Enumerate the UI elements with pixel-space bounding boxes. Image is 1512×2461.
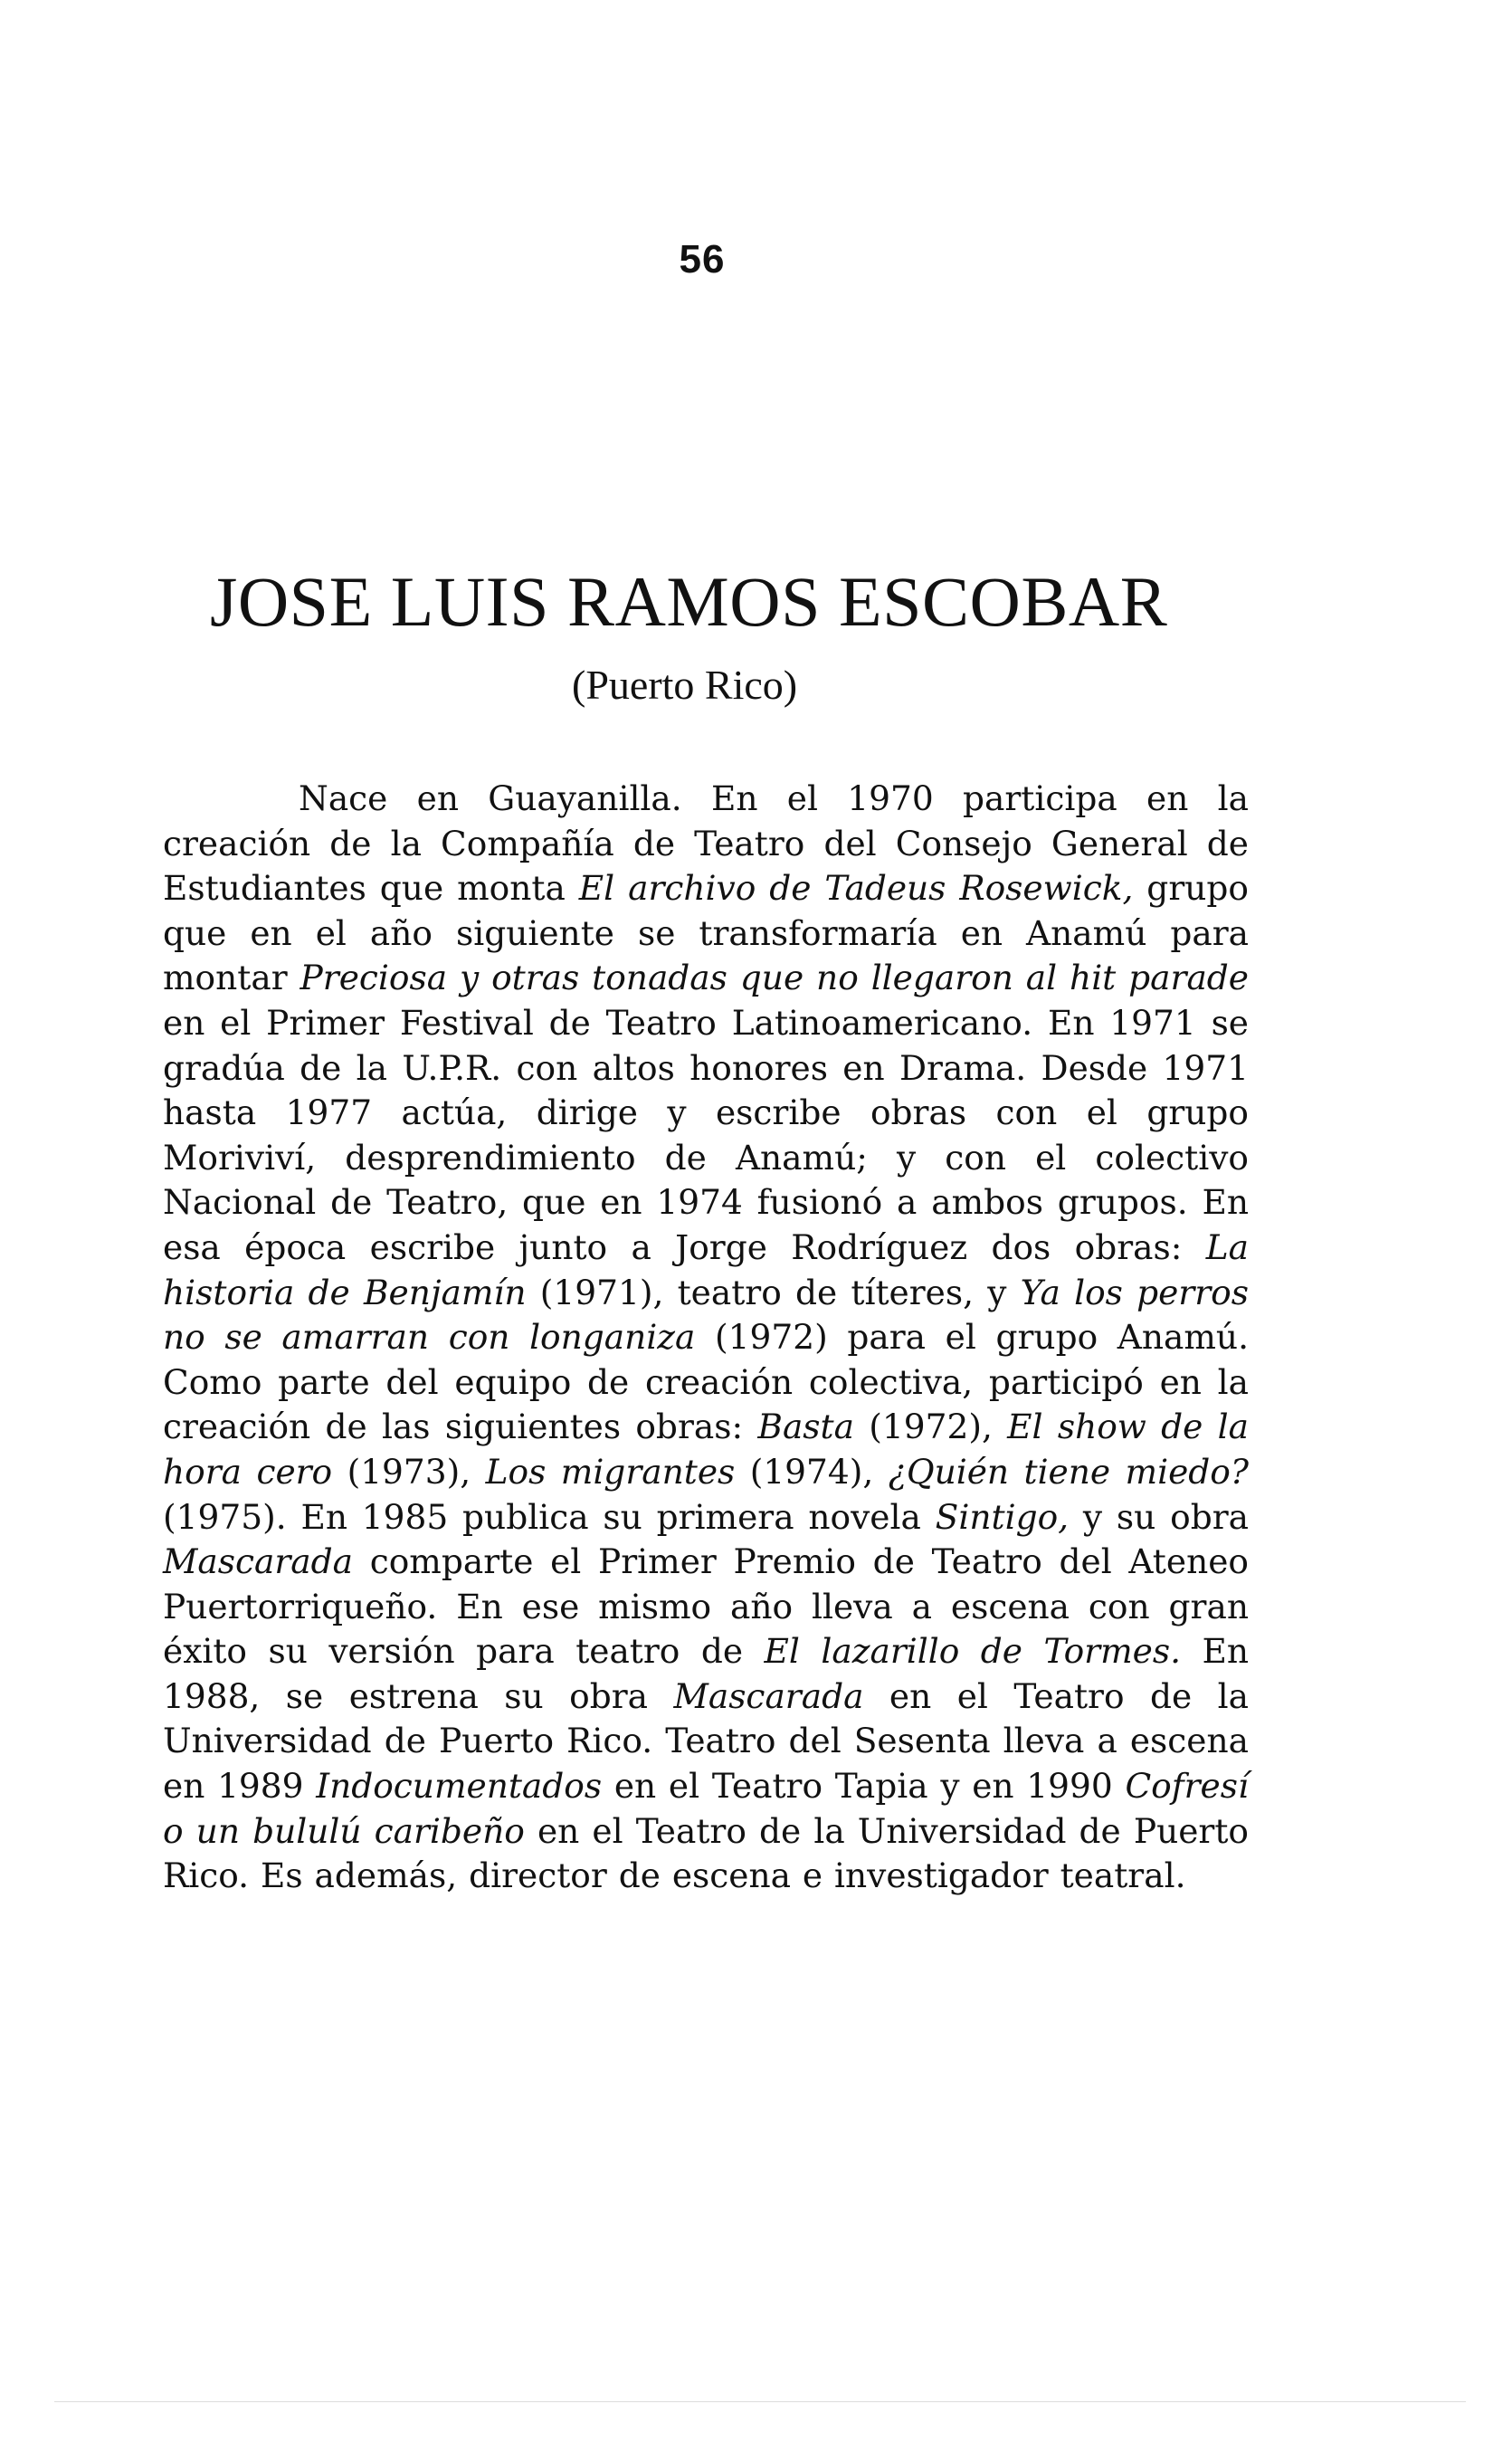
bio-text: (1972),: [853, 1407, 1008, 1447]
bio-text: comparte el Primer Premio de Teatro del Ateneo Puertorriqueño. En ese mismo año lleva a escena con gran éxito su versión para teatro de: [163, 1541, 1249, 1672]
bio-text: Nace en Guayanilla. En el 1970 participa en la creación de la Compañía de Teatro del Consejo General de Estudiantes que monta: [163, 778, 1249, 909]
bio-text: en el Teatro Tapia y en 1990: [602, 1766, 1126, 1807]
work-title: Mascarada: [673, 1675, 864, 1716]
work-title: Cofresí o un bululú caribeño: [163, 1766, 1249, 1851]
bio-text: en el Teatro de la Universidad de Puerto Rico. Es además, director de escena e investigador teatral.: [163, 1810, 1250, 1896]
work-title: El archivo de Tadeus Rosewick,: [578, 868, 1134, 909]
bio-text: (1971), teatro de títeres, y: [526, 1272, 1021, 1312]
author-country: (Puerto Rico): [572, 662, 798, 708]
page-number: 56: [679, 237, 726, 281]
work-title: El lazarillo de Tormes.: [764, 1631, 1181, 1672]
work-title: La historia de Benjamín: [163, 1226, 1249, 1312]
work-title: Ya los perros no se amarran con longaniza: [163, 1272, 1249, 1358]
bio-text: en el Primer Festival de Teatro Latinoamericano. En 1971 se gradúa de la U.P.R. con altos honores en Drama. Desde 1971 hasta 1977 actúa, dirige y escribe obras con el grupo Moriviví, desprendimiento de Anamú; y con el colectivo Nacional de Teatro, que en 1974 fusionó a ambos grupos. En esa época escribe junto a Jorge Rodríguez dos obras:: [163, 1002, 1249, 1267]
bio-text: (1973),: [332, 1451, 486, 1492]
author-name-heading: JOSE LUIS RAMOS ESCOBAR: [210, 562, 1168, 641]
work-title: ¿Quién tiene miedo?: [888, 1451, 1249, 1492]
bio-text: grupo que en el año siguiente se transformaría en Anamú para montar: [163, 868, 1249, 998]
work-title: Los migrantes: [485, 1451, 736, 1492]
bio-text: (1975). En 1985 publica su primera novela: [163, 1496, 936, 1537]
work-title: Preciosa y otras tonadas que no llegaron al hit parade: [300, 958, 1250, 998]
work-title: El show de la hora cero: [163, 1407, 1250, 1492]
work-title: Sintigo,: [935, 1496, 1070, 1537]
bio-text: En 1988, se estrena su obra: [163, 1631, 1250, 1716]
biography-paragraph: [163, 777, 1249, 1899]
bio-text: (1972) para el grupo Anamú. Como parte del equipo de creación colectiva, participó en la creación de las siguientes obras:: [163, 1317, 1250, 1447]
bio-text: (1974),: [735, 1451, 889, 1492]
work-title: Mascarada: [163, 1541, 354, 1582]
page-edge-rule: [54, 2401, 1466, 2402]
work-title: Basta: [757, 1407, 854, 1447]
bio-text: en el Teatro de la Universidad de Puerto Rico. Teatro del Sesenta lleva a escena en 1989: [163, 1675, 1249, 1807]
work-title: Indocumentados: [316, 1766, 603, 1807]
bio-text: y su obra: [1069, 1496, 1249, 1537]
